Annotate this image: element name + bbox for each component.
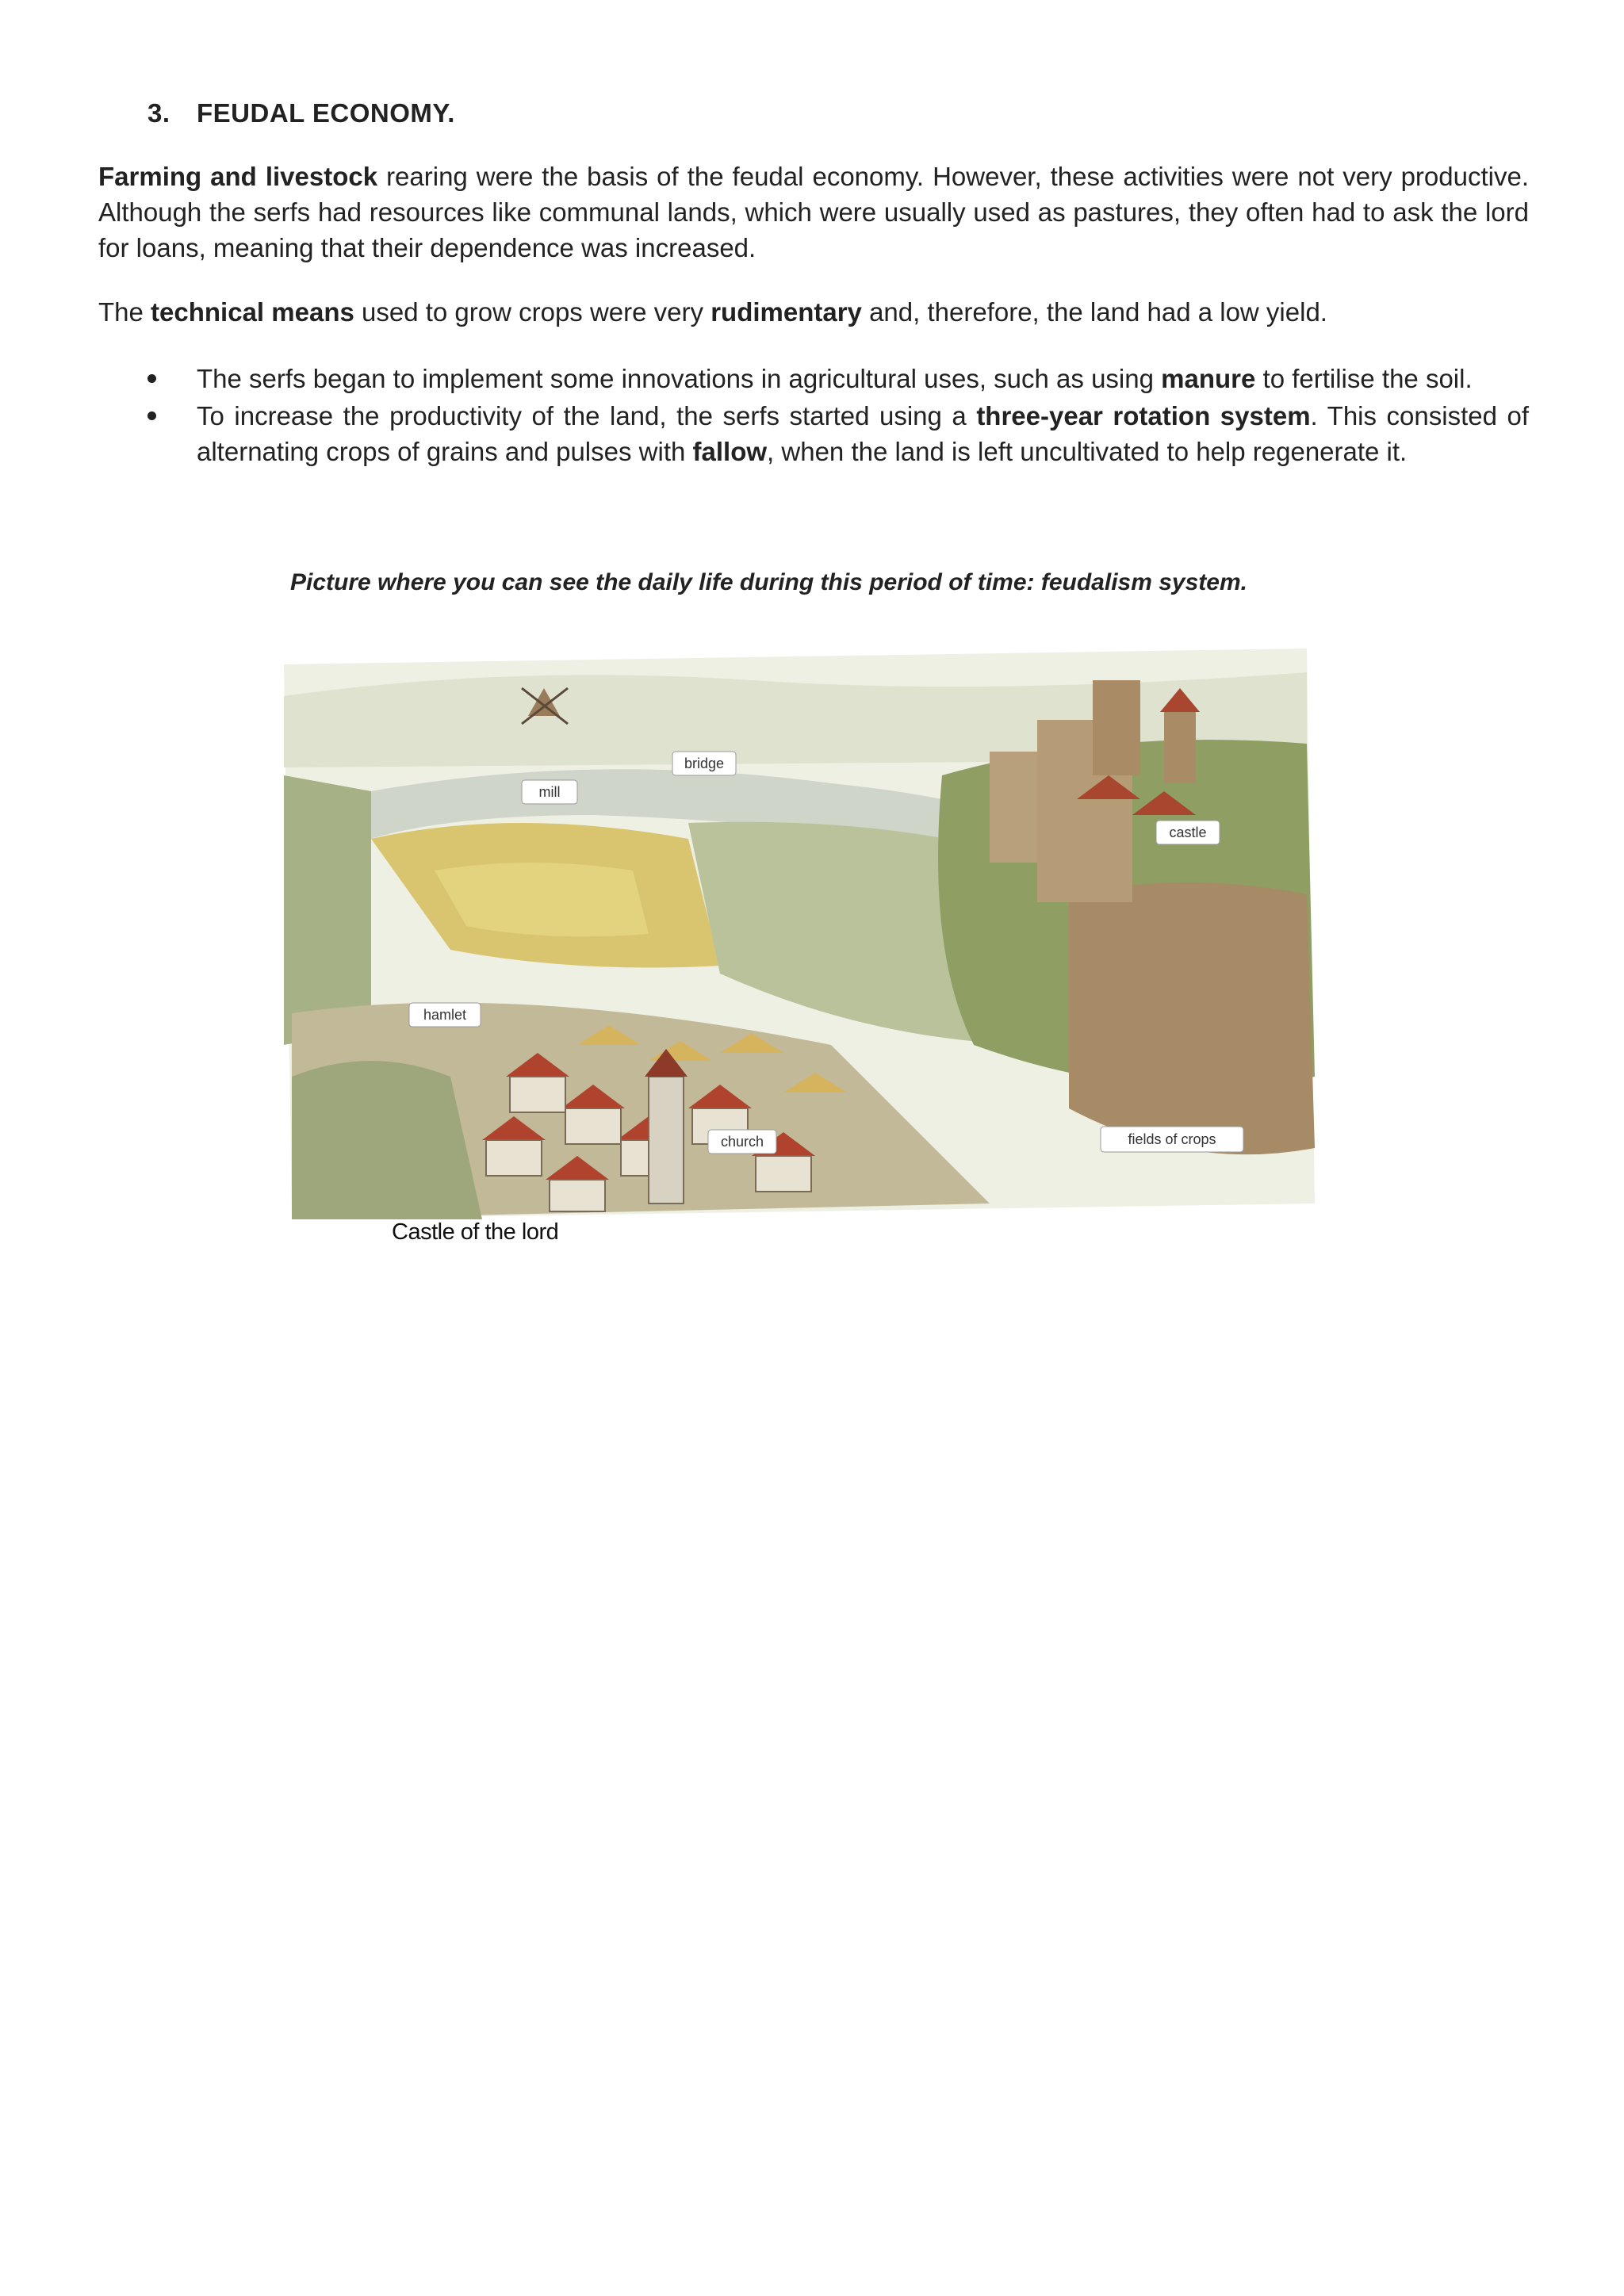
label-church xyxy=(708,1130,776,1154)
label-mill xyxy=(522,780,577,804)
bold-term: manure xyxy=(1161,364,1256,393)
paragraph-technical-means: The technical means used to grow crops were very rudimentary and, therefore, the land had a low yield. xyxy=(98,297,1327,327)
paragraph-farming: Farming and livestock rearing were the basis of the feudal economy. However, these activities were not very productive. Although the serfs had resources like communal lands, which were usually used as pastures, they often had to ask the lord for loans, meaning that their dependence was increased. xyxy=(98,162,1529,262)
svg-text:fields of crops: fields of crops xyxy=(1128,1131,1216,1147)
figure-sub-caption: Castle of the lord xyxy=(392,1219,559,1245)
bold-term: three-year rotation system xyxy=(976,401,1311,430)
bold-term: fallow xyxy=(692,437,768,466)
svg-text:hamlet: hamlet xyxy=(423,1007,467,1023)
section-title: FEUDAL ECONOMY. xyxy=(197,98,455,128)
figure-caption: Picture where you can see the daily life during this period of time: feudalism system. xyxy=(290,569,1247,595)
innovation-list xyxy=(147,361,1529,471)
svg-text:bridge: bridge xyxy=(684,756,725,771)
list-item: To increase the productivity of the land, the serfs started using a three-year rotation system. This consisted of alternating crops of grains and pulses with fallow, when the land is left uncultivated to help regenerate it. xyxy=(147,398,1529,469)
bold-term: Farming and livestock xyxy=(98,162,378,191)
bullet-icon xyxy=(147,411,156,420)
list-item: The serfs began to implement some innovations in agricultural uses, such as using manure to fertilise the soil. xyxy=(147,361,1529,396)
svg-text:mill: mill xyxy=(538,784,561,800)
label-fields-of-crops xyxy=(1101,1127,1243,1152)
section-heading xyxy=(147,98,455,128)
svg-text:church: church xyxy=(720,1134,764,1150)
section-number: 3. xyxy=(147,98,170,128)
label-castle xyxy=(1156,821,1220,844)
feudal-landscape-illustration xyxy=(276,633,1323,1219)
bold-term: rudimentary xyxy=(710,297,862,327)
bullet-icon xyxy=(147,374,156,383)
svg-text:castle: castle xyxy=(1169,825,1207,840)
label-bridge xyxy=(672,752,736,775)
label-hamlet xyxy=(409,1003,481,1027)
bold-term: technical means xyxy=(151,297,354,327)
